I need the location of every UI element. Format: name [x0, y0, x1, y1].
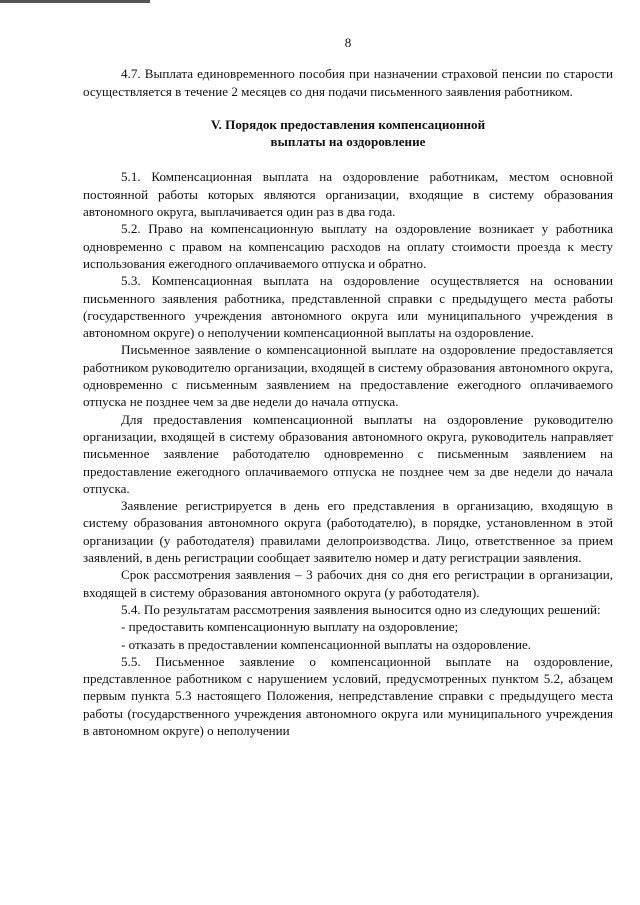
- paragraph-5-3: 5.3. Компенсационная выплата на оздоровление осуществляется на основании письменного заявления работника, представленной справки с предыдущего места работы (государственного учреждения автономного округа или муниципального учреждения в автономном округе) о неполучении компенсационной выплаты на оздоровление.: [83, 273, 613, 341]
- paragraph-5-1: 5.1. Компенсационная выплата на оздоровление работникам, местом основной постоянной работы которых являются организации, входящие в систему образования автономного округа, выплачивается один раз в два года.: [83, 169, 613, 220]
- document-page: [83, 34, 613, 739]
- paragraph-application-submission: Письменное заявление о компенсационной выплате на оздоровление предоставляется работником руководителю организации, входящей в систему образования автономного округа, одновременно с письменным заявлением на предоставление ежегодного оплачиваемого отпуска не позднее чем за две недели до начала отпуска.: [83, 342, 613, 410]
- paragraph-5-5: 5.5. Письменное заявление о компенсационной выплате на оздоровление, представленное работником с нарушением условий, предусмотренных пунктом 5.2, абзацем первым пункта 5.3 настоящего Положения, непредставление справки с предыдущего места работы (государственного учреждения автономного округа или муниципального учреждения в автономном округе) о неполучении: [83, 653, 613, 738]
- section-heading-line-1: V. Порядок предоставления компенсационной: [210, 116, 486, 132]
- page-number: 8: [344, 35, 352, 50]
- list-item-grant: - предоставить компенсационную выплату на оздоровление;: [121, 619, 459, 635]
- paragraph-4-7: 4.7. Выплата единовременного пособия при назначении страховой пенсии по старости осуществляется в течение 2 месяцев со дня подачи письменного заявления работником.: [83, 66, 613, 99]
- paragraph-review-period: Срок рассмотрения заявления – 3 рабочих дня со дня его регистрации в организации, входящей в систему образования автономного округа (у работодателя).: [83, 567, 613, 600]
- paragraph-head-application: Для предоставления компенсационной выплаты на оздоровление руководителю организации, входящей в систему образования автономного округа, руководитель направляет письменное заявление работодателю одновременно с письменным заявлением на предоставление ежегодного оплачиваемого отпуска не позднее чем за две недели до начала отпуска.: [83, 411, 613, 496]
- list-item-refuse: - отказать в предоставлении компенсационной выплаты на оздоровление.: [121, 636, 532, 652]
- paragraph-5-2: 5.2. Право на компенсационную выплату на оздоровление возникает у работника одновременно с правом на компенсацию расходов на оплату стоимости проезда к месту использования ежегодного оплачиваемого отпуска и обратно.: [83, 221, 613, 271]
- scan-edge-rule: [0, 0, 150, 3]
- paragraph-registration: Заявление регистрируется в день его представления в организацию, входящую в систему образования автономного округа (работодателю), в порядке, установленном в этой организации (у работодателя) правилами делопроизводства. Лицо, ответственное за прием заявлений, в день регистрации сообщает заявителю номер и дату регистрации заявления.: [83, 498, 613, 566]
- paragraph-5-4: 5.4. По результатам рассмотрения заявления выносится одно из следующих решений:: [121, 601, 601, 617]
- section-heading-line-2: выплаты на оздоровление: [270, 134, 426, 150]
- section-heading: [83, 116, 613, 151]
